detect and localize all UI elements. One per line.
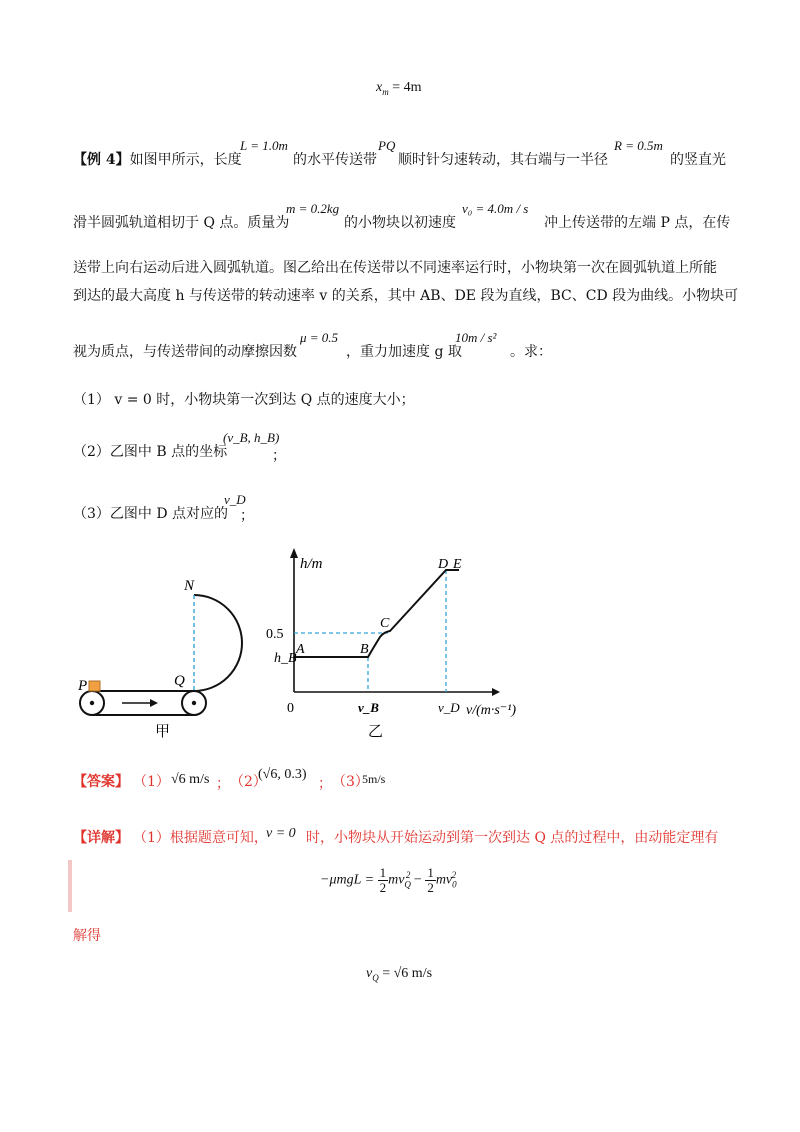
example-line-2b: 的小物块以初速度	[344, 215, 456, 231]
semicircle-track	[194, 595, 242, 691]
point-E: E	[453, 557, 462, 572]
detail-line1-v: v = 0	[266, 826, 296, 841]
q3-tail: ；	[240, 508, 254, 524]
top-formula: $x_m = 4m$	[376, 80, 422, 97]
left-pulley-axle	[90, 701, 94, 705]
g-value: 10m / s²	[455, 330, 497, 345]
answer-part3-num: （3）	[332, 774, 369, 790]
mu-value: μ = 0.5	[300, 330, 339, 345]
question-1: （1） v = 0 时，小物块第一次到达 Q 点的速度大小；	[73, 392, 415, 408]
q3-symbol: v_D	[224, 492, 246, 507]
example-line-4: 到达的最大高度 h 与传送带的转动速率 v 的关系，其中 AB、DE 段为直线，BC、CD 段为曲线。小物块可	[73, 288, 739, 304]
block	[89, 681, 100, 691]
v0-value: v₀ = 4.0m / s	[462, 201, 529, 216]
point-C: C	[380, 616, 390, 631]
tick-hB: h_B	[274, 651, 297, 666]
y-axis-arrow	[290, 548, 298, 558]
example-line-1d: 的竖直光	[670, 152, 726, 168]
answer-part1: √6 m/s	[171, 772, 210, 787]
jiede: 解得	[73, 928, 101, 944]
label-Q: Q	[174, 673, 185, 689]
example-label: 【例 4】	[73, 152, 130, 168]
example-line-2c: 冲上传送带的左端 P 点，在传	[544, 215, 731, 231]
answer-part3: 5m/s	[362, 772, 386, 786]
direction-arrow-head	[150, 699, 158, 707]
PQ-label: PQ	[378, 138, 396, 153]
point-D: D	[438, 557, 449, 572]
label-P: P	[78, 678, 88, 694]
margin-marker	[68, 860, 72, 912]
example-line-5c: 。求：	[510, 344, 552, 360]
h-v-curve	[294, 570, 459, 657]
answer-part1-num: （1）	[133, 774, 170, 790]
x-axis-arrow	[492, 688, 500, 696]
caption-jia: 甲	[155, 724, 171, 740]
example-line-2a: 滑半圆弧轨道相切于 Q 点。质量为	[73, 215, 290, 231]
tick-05: 0.5	[266, 627, 284, 642]
tick-vB: v_B	[358, 700, 379, 715]
example-line-5a: 视为质点，与传送带间的动摩擦因数	[73, 344, 297, 360]
figure-jia	[70, 560, 270, 750]
detail-line1-a: （1）根据题意可知，	[133, 830, 268, 846]
label-N: N	[184, 578, 195, 594]
result-formula: $v_Q = √6$ m/s	[366, 966, 433, 983]
detail-label: 【详解】	[73, 830, 129, 846]
equation: −μmgL = $\frac{1}{2}$ $mv_Q^2$ − $\frac{1}{2}$ $mv_0^2$	[320, 865, 457, 895]
example-line-1c: 顺时针匀速转动，其右端与一半径	[398, 152, 608, 168]
right-pulley-axle	[192, 701, 196, 705]
answer-sep1: ；	[216, 776, 230, 792]
example-line-1b: 的水平传送带	[293, 152, 377, 168]
R-value: R = 0.5m	[614, 138, 663, 153]
figure-yi	[260, 540, 530, 750]
question-3: （3）乙图中 D 点对应的	[73, 506, 229, 522]
point-B: B	[360, 642, 369, 657]
question-2: （2）乙图中 B 点的坐标	[73, 444, 228, 460]
tick-vD: v_D	[438, 700, 460, 715]
m-value: m = 0.2kg	[286, 201, 340, 216]
detail-line1-b: 时，小物块从开始运动到第一次到达 Q 点的过程中，由动能定理有	[306, 830, 719, 846]
L-value: L = 1.0m	[240, 138, 288, 153]
origin-label: 0	[287, 701, 294, 716]
example-line-5b: ，重力加速度 g 取	[346, 344, 462, 360]
answer-part2-num: （2）	[230, 774, 267, 790]
caption-yi: 乙	[368, 724, 384, 740]
q2-tail: ；	[272, 448, 286, 464]
answer-label: 【答案】	[73, 774, 129, 790]
q2-coordinate: (v_B, h_B)	[223, 430, 280, 445]
answer-part2: (√6, 0.3)	[258, 767, 307, 782]
xlabel: v/(m·s⁻¹)	[466, 703, 517, 718]
ylabel: h/m	[300, 556, 323, 572]
answer-sep2: ；	[318, 776, 332, 792]
example-line-1: 【例 4】如图甲所示，长度	[73, 152, 242, 168]
example-line-3: 送带上向右运动后进入圆弧轨道。图乙给出在传送带以不同速率运行时，小物块第一次在圆弧轨道上所能	[73, 260, 717, 276]
point-A: A	[296, 642, 305, 657]
